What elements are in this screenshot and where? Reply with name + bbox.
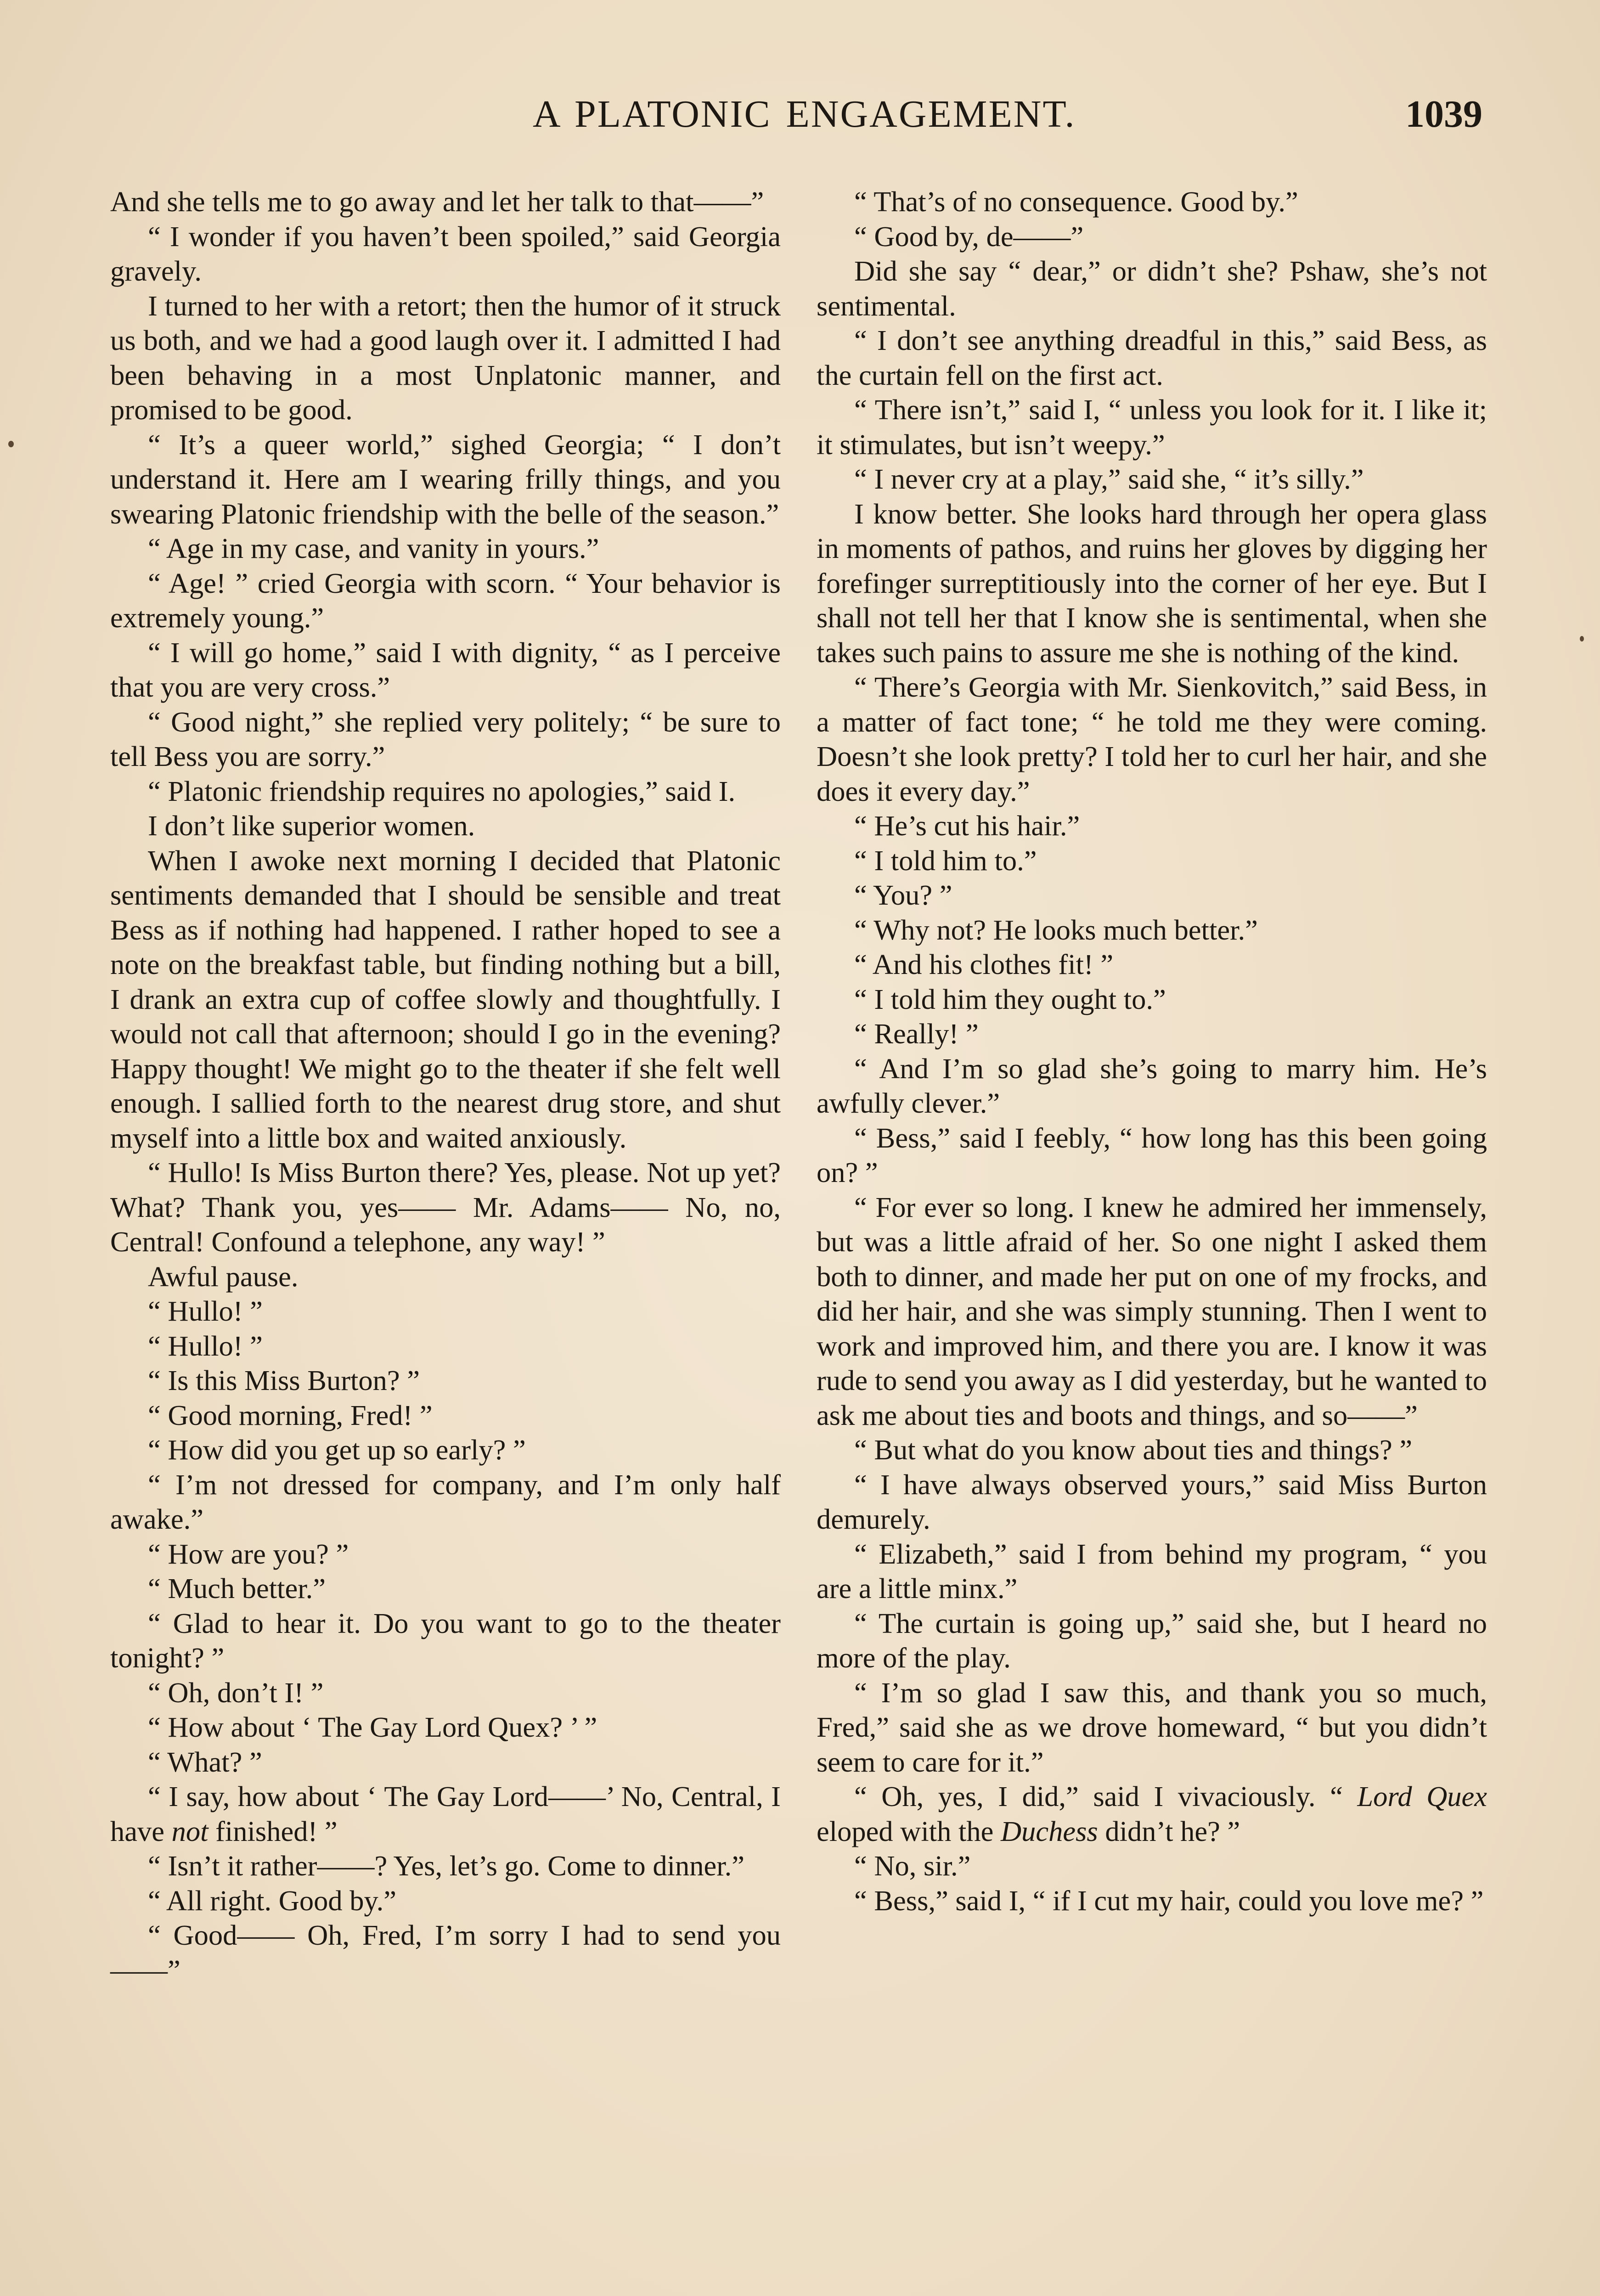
paragraph-text: “ I never cry at a play,” said she, “ it’s silly.” (854, 463, 1364, 495)
left-text-column (110, 185, 781, 1987)
paragraph (110, 219, 781, 289)
paragraph (110, 1745, 781, 1780)
paragraph-text: “ I’m so glad I saw this, and thank you so much, Fred,” said she as we drove homeward, “ but you didn’t seem to care for it.” (817, 1676, 1487, 1778)
paragraph (817, 1468, 1487, 1537)
paragraph (110, 1433, 781, 1468)
italic-text: Duchess (1000, 1815, 1098, 1847)
paragraph-text: “ Why not? He looks much better.” (854, 913, 1258, 946)
paragraph (817, 1121, 1487, 1190)
paragraph-text: didn’t he? ” (1098, 1815, 1240, 1847)
paragraph (817, 1017, 1487, 1052)
paragraph (110, 1363, 781, 1398)
paragraph-text: “ I told him they ought to.” (854, 983, 1166, 1015)
paragraph (110, 844, 781, 1156)
paragraph (817, 219, 1487, 254)
paragraph-text: “ Hullo! ” (148, 1329, 263, 1362)
paragraph-text: “ Glad to hear it. Do you want to go to the theater tonight? ” (110, 1607, 781, 1674)
paragraph-text: “ That’s of no consequence. Good by.” (854, 186, 1298, 218)
paragraph-text: “ I will go home,” said I with dignity, “ as I perceive that you are very cross.” (110, 636, 781, 703)
paragraph-text: “ I’m not dressed for company, and I’m only half awake.” (110, 1468, 781, 1535)
paragraph (817, 670, 1487, 809)
paragraph (110, 1710, 781, 1745)
paragraph (817, 1779, 1487, 1849)
paragraph-text: “ I wonder if you haven’t been spoiled,” said Georgia gravely. (110, 220, 781, 287)
paragraph (110, 1676, 781, 1711)
paragraph (817, 185, 1487, 219)
paragraph (110, 1155, 781, 1260)
paragraph-text: eloped with the (817, 1815, 1001, 1847)
paragraph (817, 323, 1487, 393)
paragraph (110, 705, 781, 774)
paragraph-text: “ Bess,” said I feebly, “ how long has this been going on? ” (817, 1121, 1487, 1188)
paragraph-text: “ Age in my case, and vanity in yours.” (148, 532, 599, 564)
paragraph (817, 1884, 1487, 1919)
paragraph-text: “ There’s Georgia with Mr. Sienkovitch,” said Bess, in a matter of fact tone; “ he told me they were coming. Doesn’t she look pretty? I told her to curl her hair, and she does it every day.” (817, 671, 1487, 807)
paragraph-text: “ Good morning, Fred! ” (148, 1399, 433, 1431)
paragraph-text: “ I don’t see anything dreadful in this,” said Bess, as the curtain fell on the first act. (817, 324, 1487, 391)
paragraph-text: “ Age! ” cried Georgia with scorn. “ Your behavior is extremely young.” (110, 567, 781, 634)
paragraph-text: “ Much better.” (148, 1572, 326, 1604)
paragraph-text: Did she say “ dear,” or didn’t she? Pshaw, she’s not sentimental. (817, 255, 1487, 322)
paragraph-text: “ Elizabeth,” said I from behind my program, “ you are a little minx.” (817, 1537, 1487, 1604)
paragraph-text: “ Is this Miss Burton? ” (148, 1364, 420, 1396)
paragraph-text: Awful pause. (148, 1260, 299, 1293)
paragraph (817, 1190, 1487, 1433)
paragraph (817, 1606, 1487, 1676)
paragraph (110, 1329, 781, 1364)
paragraph-text: “ Bess,” said I, “ if I cut my hair, could you love me? ” (854, 1884, 1484, 1917)
paragraph (817, 913, 1487, 948)
italic-text: Lord Quex (1357, 1780, 1487, 1812)
paragraph-text: “ I have always observed yours,” said Miss Burton demurely. (817, 1468, 1487, 1535)
paragraph-text: And she tells me to go away and let her talk to that——” (110, 186, 764, 218)
italic-text: not (171, 1815, 208, 1847)
paragraph-text: “ Oh, don’t I! ” (148, 1676, 324, 1709)
paragraph (110, 1571, 781, 1606)
paragraph (817, 844, 1487, 878)
paragraph-text: “ Isn’t it rather——? Yes, let’s go. Come to dinner.” (148, 1850, 745, 1882)
paragraph-text: “ Good—— Oh, Fred, I’m sorry I had to send you——” (110, 1919, 781, 1986)
paragraph (110, 1849, 781, 1884)
paragraph-text: “ How about ‘ The Gay Lord Quex? ’ ” (148, 1711, 597, 1743)
paragraph-text: “ Really! ” (854, 1018, 979, 1050)
paragraph-text: “ But what do you know about ties and things? ” (854, 1434, 1413, 1466)
paragraph (110, 428, 781, 532)
paragraph-text: “ How are you? ” (148, 1537, 349, 1570)
paragraph (110, 1918, 781, 1987)
paragraph (817, 947, 1487, 982)
paragraph (817, 393, 1487, 462)
paragraph (817, 462, 1487, 497)
paragraph (110, 531, 781, 566)
paragraph-text: “ Oh, yes, I did,” said I vivaciously. “ (854, 1780, 1358, 1812)
paragraph (110, 185, 781, 219)
paragraph-text: “ The curtain is going up,” said she, but I heard no more of the play. (817, 1607, 1487, 1674)
running-title: A PLATONIC ENGAGEMENT. (533, 93, 1076, 135)
paragraph (110, 1398, 781, 1433)
paragraph (817, 878, 1487, 913)
paragraph (110, 1606, 781, 1676)
paragraph (110, 1537, 781, 1572)
paragraph-text: “ No, sir.” (854, 1850, 971, 1882)
paragraph-text: “ And I’m so glad she’s going to marry him. He’s awfully clever.” (817, 1052, 1487, 1119)
paragraph-text: “ What? ” (148, 1745, 262, 1778)
paragraph (110, 1779, 781, 1849)
paper-speck (8, 441, 14, 447)
paragraph-text: “ I say, how about ‘ The Gay Lord——’ No, Central, I have (110, 1780, 781, 1847)
paragraph (110, 636, 781, 705)
paragraph (817, 1537, 1487, 1606)
paragraph (110, 1260, 781, 1294)
right-text-column (817, 185, 1487, 1918)
paragraph-text: I know better. She looks hard through her opera glass in moments of pathos, and ruins her gloves by digging her forefinger surreptitiously into the corner of her eye. But I shall not tell her that I know she is sentimental, when she takes such pains to assure me she is nothing of the kind. (817, 497, 1487, 669)
paragraph-text: “ For ever so long. I knew he admired her immensely, but was a little afraid of her. So one night I asked them both to dinner, and made her put on one of my frocks, and did her hair, and she was simply stunning. Then I went to work and improved him, and there you are. I know it was rude to send you away as I did yesterday, but he wanted to ask me about ties and boots and things, and so——” (817, 1191, 1487, 1431)
paragraph-text: “ He’s cut his hair.” (854, 810, 1080, 842)
paragraph-text: “ There isn’t,” said I, “ unless you look for it. I like it; it stimulates, but isn’t weepy.” (817, 394, 1487, 461)
paragraph (110, 1294, 781, 1329)
page-header (110, 92, 1482, 142)
paragraph-text: “ And his clothes fit! ” (854, 948, 1114, 980)
paper-speck (1580, 636, 1584, 642)
paragraph-text: “ You? ” (854, 879, 952, 911)
paragraph-text: I turned to her with a retort; then the humor of it struck us both, and we had a good laugh over it. I admitted I had been behaving in a most Unplatonic manner, and promised to be good. (110, 289, 781, 426)
paragraph (817, 254, 1487, 323)
paragraph (817, 1849, 1487, 1884)
paragraph (110, 566, 781, 636)
paragraph-text: “ Hullo! ” (148, 1295, 263, 1327)
paragraph-text: “ Good by, de——” (854, 220, 1084, 253)
paragraph (110, 774, 781, 809)
paragraph (817, 1433, 1487, 1468)
paragraph-text: “ Hullo! Is Miss Burton there? Yes, please. Not up yet? What? Thank you, yes—— Mr. Adams—— No, no, Central! Confound a telephone, any way! ” (110, 1156, 781, 1258)
paragraph-text: “ It’s a queer world,” sighed Georgia; “ I don’t understand it. Here am I wearing frilly things, and you swearing Platonic friendship with the belle of the season.” (110, 428, 781, 530)
paragraph-text: finished! ” (208, 1815, 338, 1847)
paragraph-text: I don’t like superior women. (148, 810, 475, 842)
paragraph (817, 982, 1487, 1017)
paragraph-text: When I awoke next morning I decided that Platonic sentiments demanded that I should be sensible and treat Bess as if nothing had happened. I rather hoped to see a note on the breakfast table, but finding nothing but a bill, I drank an extra cup of coffee slowly and thoughtfully. I would not call that afternoon; should I go in the evening? Happy thought! We might go to the theater if she felt well enough. I sallied forth to the nearest drug store, and shut myself into a little box and waited anxiously. (110, 844, 781, 1154)
paragraph (110, 289, 781, 428)
paragraph (817, 497, 1487, 670)
paragraph-text: “ Good night,” she replied very politely; “ be sure to tell Bess you are sorry.” (110, 705, 781, 772)
paragraph-text: “ How did you get up so early? ” (148, 1434, 526, 1466)
paragraph (817, 809, 1487, 844)
page-number: 1039 (1405, 93, 1482, 135)
paragraph (110, 1884, 781, 1919)
paragraph (110, 1468, 781, 1537)
paragraph (110, 809, 781, 844)
paragraph-text: “ Platonic friendship requires no apologies,” said I. (148, 775, 736, 807)
paragraph-text: “ I told him to.” (854, 844, 1037, 877)
paragraph (817, 1676, 1487, 1780)
paragraph (817, 1052, 1487, 1121)
paragraph-text: “ All right. Good by.” (148, 1884, 397, 1917)
